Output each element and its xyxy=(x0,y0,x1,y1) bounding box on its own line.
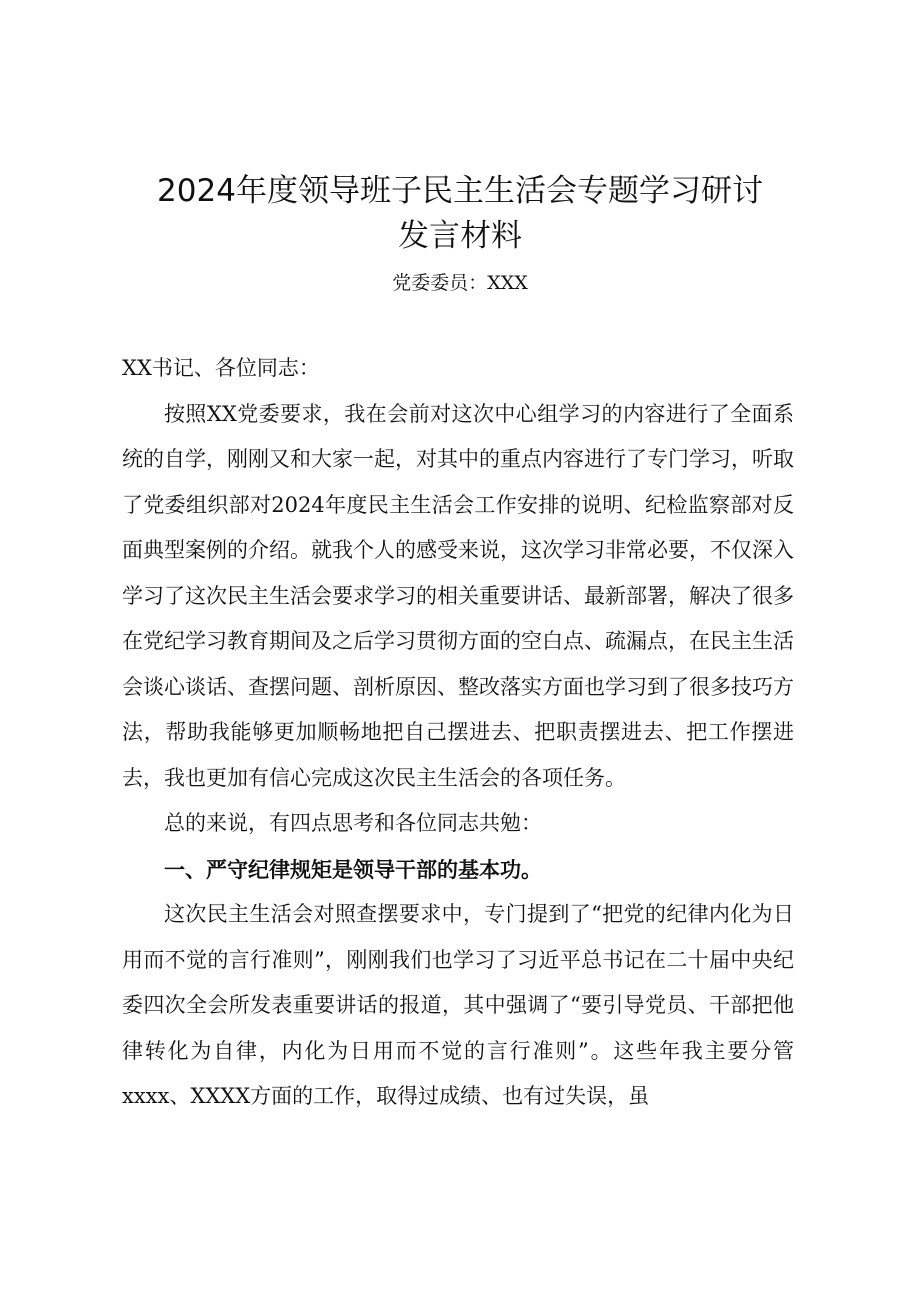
paragraph-2: 总的来说，有四点思考和各位同志共勉： xyxy=(164,811,542,835)
paragraph-1: 按照XX党委要求，我在会前对这次中心组学习的内容进行了全面系统的自学，刚刚又和大家一起，对其中的重点内容进行了专门学习，听取了党委组织部对2024年度民主生活会工作安排的说明、纪检监察部对反面典型案例的介绍。就我个人的感受来说，这次学习非常必要，不仅深入学习了这次民主生活会要求学习的相关重要讲话、最新部署，解决了很多在党纪学习教育期间及之后学习贯彻方面的空白点、疏漏点，在民主生活会谈心谈话、查摆问题、剖析原因、整改落实方面也学习到了很多技巧方法，帮助我能够更加顺畅地把自己摆进去、把职责摆进去、把工作摆进去，我也更加有信心完成这次民主生活会的各项任务。 xyxy=(122,401,794,790)
document-body xyxy=(122,346,794,1120)
salutation: XX书记、各位同志： xyxy=(122,356,320,380)
author-line: 党委委员：XXX xyxy=(392,272,528,294)
section-heading-1: 一、严守纪律规矩是领导干部的基本功。 xyxy=(164,856,542,882)
paragraph-3: 这次民主生活会对照查摆要求中，专门提到了“把党的纪律内化为日用而不觉的言行准则”，刚刚我们也学习了习近平总书记在二十届中央纪委四次全会所发表重要讲话的报道，其中强调了“要引导党员、干部把他律转化为自律，内化为日用而不觉的言行准则”。这些年我主要分管xxxx、XXXX方面的工作，取得过成绩、也有过失误，虽 xyxy=(122,902,794,1108)
document-title-line-2: 发言材料 xyxy=(398,218,522,254)
document-title-line-1: 2024年度领导班子民主生活会专题学习研讨 xyxy=(157,173,763,209)
